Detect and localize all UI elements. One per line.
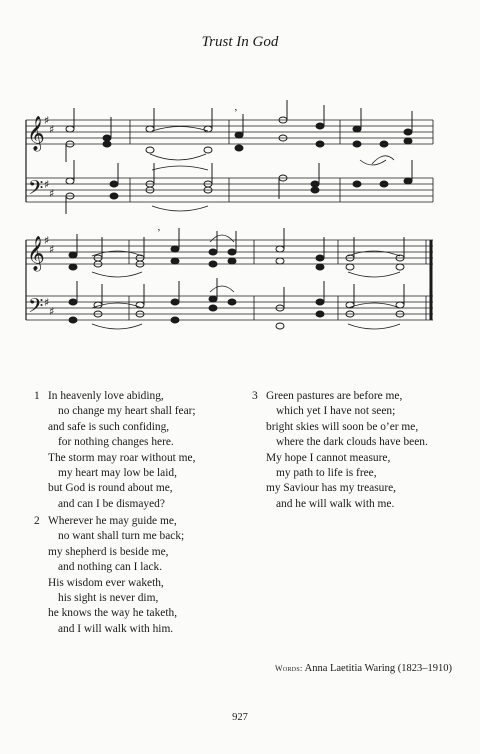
- words-credit: [0, 663, 452, 674]
- verse-line: and safe is such confiding,: [48, 420, 170, 433]
- verse-line: The storm may roar without me,: [48, 451, 196, 464]
- verse-number: 3: [252, 390, 258, 402]
- svg-text:♯: ♯: [49, 187, 55, 200]
- verse-line: In heavenly love abiding,: [48, 390, 164, 402]
- svg-text:♯: ♯: [44, 178, 50, 191]
- svg-text:♯: ♯: [49, 243, 55, 256]
- verse-line: my path to life is free,: [276, 467, 377, 480]
- system-1: [26, 120, 433, 211]
- treble-clef-icon: 𝄞: [27, 236, 45, 271]
- verse-3: [252, 389, 428, 512]
- svg-text:♯: ♯: [44, 296, 50, 309]
- verse-line: Wherever he may guide me,: [48, 515, 177, 527]
- hymn-title: Trust In God: [201, 34, 279, 50]
- verse-line: my shepherd is beside me,: [48, 545, 169, 558]
- verse-line: and he will walk with me.: [276, 497, 395, 510]
- bass-clef-icon: 𝄢: [28, 176, 44, 204]
- verse-line: no want shall turn me back;: [58, 530, 185, 543]
- verse-line: bright skies will soon be o’er me,: [266, 420, 419, 433]
- page-number: 927: [232, 712, 248, 723]
- system-1-treble-notes: [66, 100, 412, 162]
- verse-line: his sight is never dim,: [58, 592, 159, 605]
- verse-line: but God is round about me,: [48, 482, 173, 495]
- verse-line: he knows the way he taketh,: [48, 607, 178, 620]
- verse-line: no change my heart shall fear;: [58, 405, 196, 418]
- verse-number: 2: [34, 515, 40, 527]
- words-author: Anna Laetitia Waring (1823–1910): [304, 663, 452, 674]
- verse-line: my Saviour has my treasure,: [266, 482, 397, 495]
- verse-1: [34, 389, 196, 512]
- verse-line: and I will walk with him.: [58, 622, 174, 635]
- svg-text:♯: ♯: [44, 234, 50, 247]
- system-1-bass-notes: [66, 160, 412, 214]
- verse-line: Green pastures are before me,: [266, 390, 403, 402]
- music-score: [0, 0, 480, 360]
- verse-line: My hope I cannot measure,: [266, 451, 391, 464]
- words-label: Words:: [274, 664, 303, 673]
- system-2-bass-notes: [69, 278, 404, 329]
- svg-text:’: ’: [157, 227, 161, 239]
- verse-line: and nothing can I lack.: [58, 561, 163, 574]
- bass-clef-icon: 𝄢: [28, 294, 44, 322]
- verse-line: His wisdom ever waketh,: [48, 576, 164, 589]
- svg-text:♯: ♯: [44, 114, 50, 127]
- svg-text:♯: ♯: [49, 305, 55, 318]
- verse-line: where the dark clouds have been.: [276, 436, 428, 449]
- verse-line: for nothing changes here.: [58, 436, 174, 449]
- treble-clef-icon: 𝄞: [27, 116, 45, 151]
- verse-number: 1: [34, 390, 40, 402]
- verse-line: and can I be dismayed?: [58, 497, 165, 510]
- verse-2: [34, 514, 184, 637]
- verse-line: which yet I have not seen;: [276, 405, 396, 418]
- svg-text:’: ’: [234, 107, 238, 119]
- svg-text:♯: ♯: [49, 123, 55, 136]
- verse-line: my heart may low be laid,: [58, 467, 177, 480]
